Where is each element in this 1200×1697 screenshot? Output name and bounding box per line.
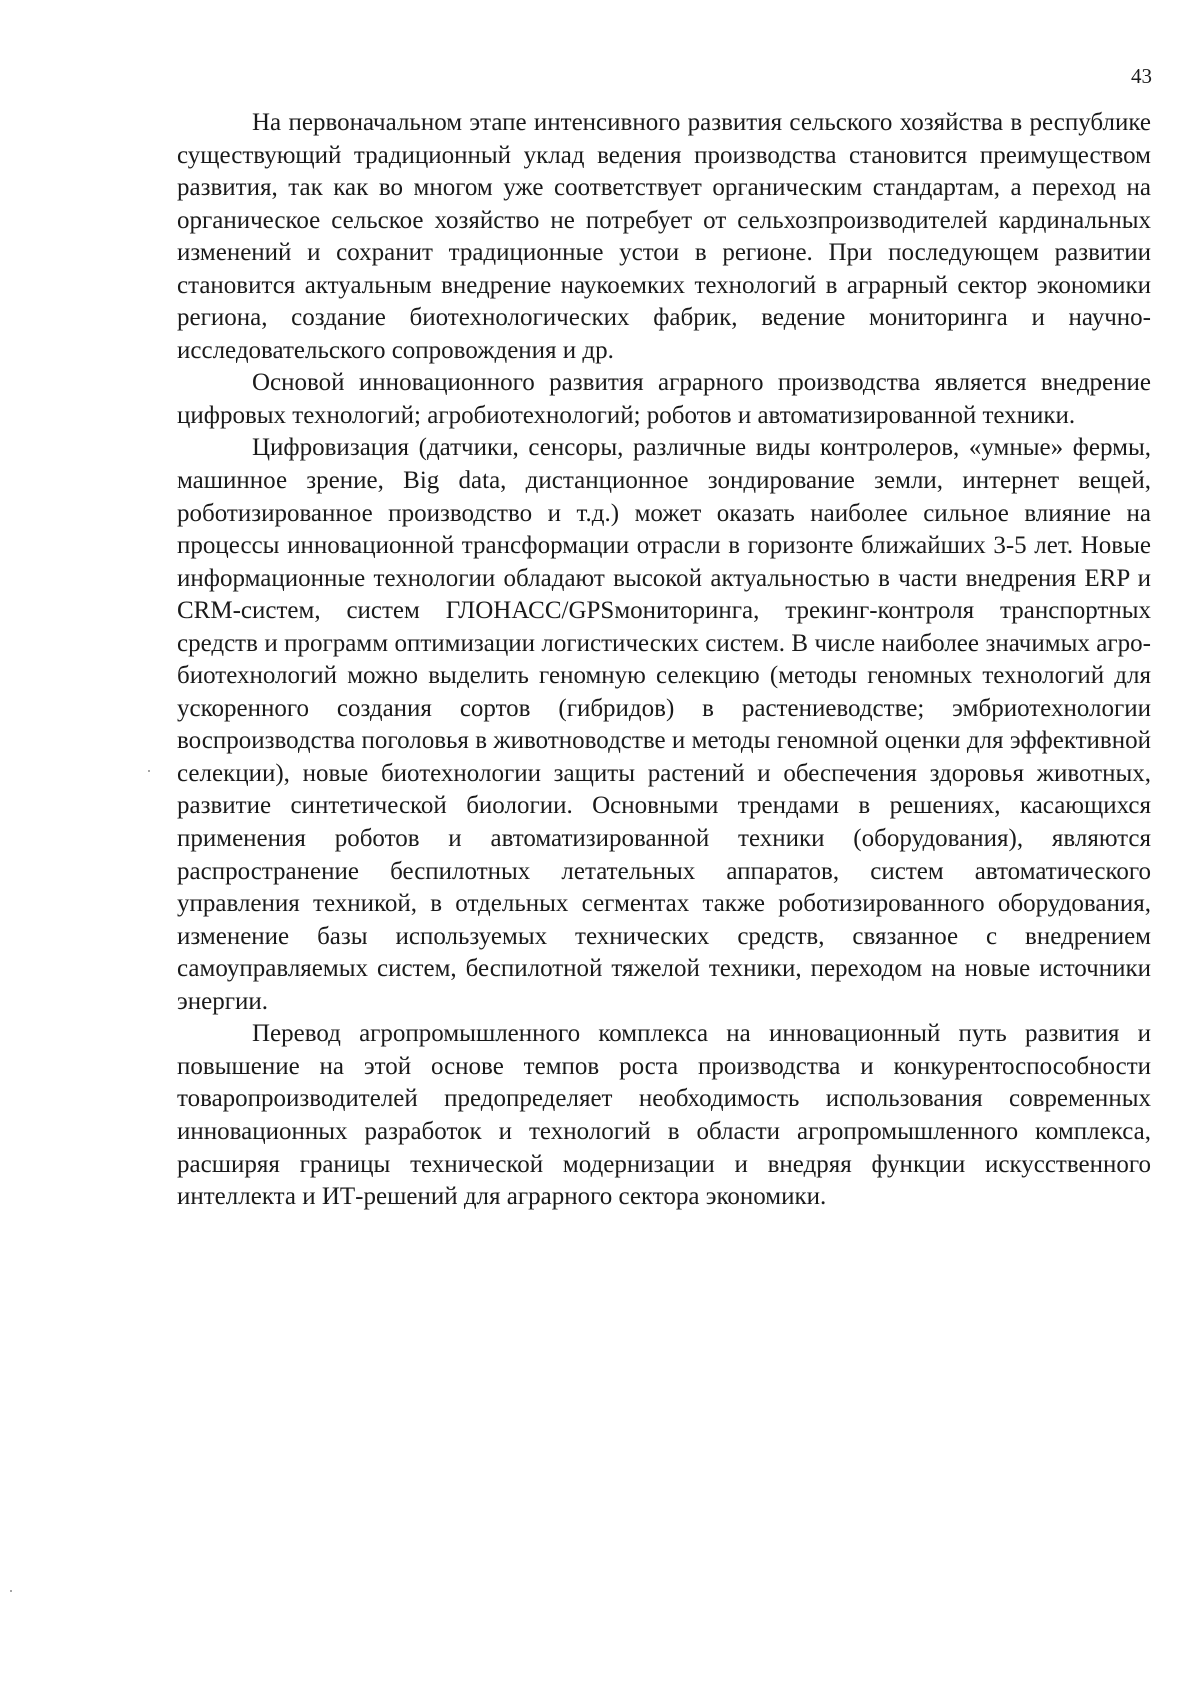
scan-speck — [148, 770, 150, 772]
paragraph-4: Перевод агропромышленного комплекса на инновационный путь развития и повышение на этой основе темпов роста производства и конкурентоспособности товаропроизводителей предопределяет необходимость использования современных инновационных разработок и технологий в области агропромышленного комплекса, расширяя границы технической модернизации и внедряя функции искусственного интеллекта и ИТ-решений для аграрного сектора экономики. — [177, 1020, 1151, 1211]
paragraph-1: На первоначальном этапе интенсивного развития сельского хозяйства в республике существующий традиционный уклад ведения производства становится преимуществом развития, так как во многом уже соответствует органическим стандартам, а переход на органическое сельское хозяйство не потребует от сельхозпроизводителей кардинальных изменений и сохранит традиционные устои в регионе. При последующем развитии становится актуальным внедрение наукоемких технологий в аграрный сектор экономики региона, создание биотехнологических фабрик, ведение мониторинга и научно-исследовательского сопровождения и др. — [177, 109, 1151, 364]
body-text — [177, 107, 1151, 1214]
paragraph-3: Цифровизация (датчики, сенсоры, различные виды контролеров, «умные» фермы, машинное зрение, Big data, дистанционное зондирование земли, интернет вещей, роботизированное производство и т.д.) может оказать наиболее сильное влияние на процессы инновационной трансформации отрасли в горизонте ближайших 3-5 лет. Новые информационные технологии обладают высокой актуальностью в части внедрения ERP и CRM-систем, систем ГЛОНАСС/GPSмониторинга, трекинг-контроля транспортных средств и программ оптимизации логистических систем. В числе наиболее значимых агробиотехнологий можно выделить геномную селекцию (методы геномных технологий для ускоренного создания сортов (гибридов) в растениеводстве; эмбриотехнологии воспроизводства поголовья в животноводстве и методы геномной оценки для эффективной селекции), новые биотехнологии защиты растений и обеспечения здоровья животных, развитие синтетической биологии. Основными трендами в решениях, касающихся применения роботов и автоматизированной техники (оборудования), являются распространение беспилотных летательных аппаратов, систем автоматического управления техникой, в отдельных сегментах также роботизированного оборудования, изменение базы используемых технических средств, связанное с внедрением самоуправляемых систем, беспилотной тяжелой техники, переходом на новые источники энергии. — [177, 434, 1151, 1015]
scan-speck — [10, 1590, 12, 1592]
paragraph-2: Основой инновационного развития аграрного производства является внедрение цифровых технологий; агробиотехнологий; роботов и автоматизированной техники. — [177, 369, 1151, 429]
page-number: 43 — [1131, 64, 1152, 88]
